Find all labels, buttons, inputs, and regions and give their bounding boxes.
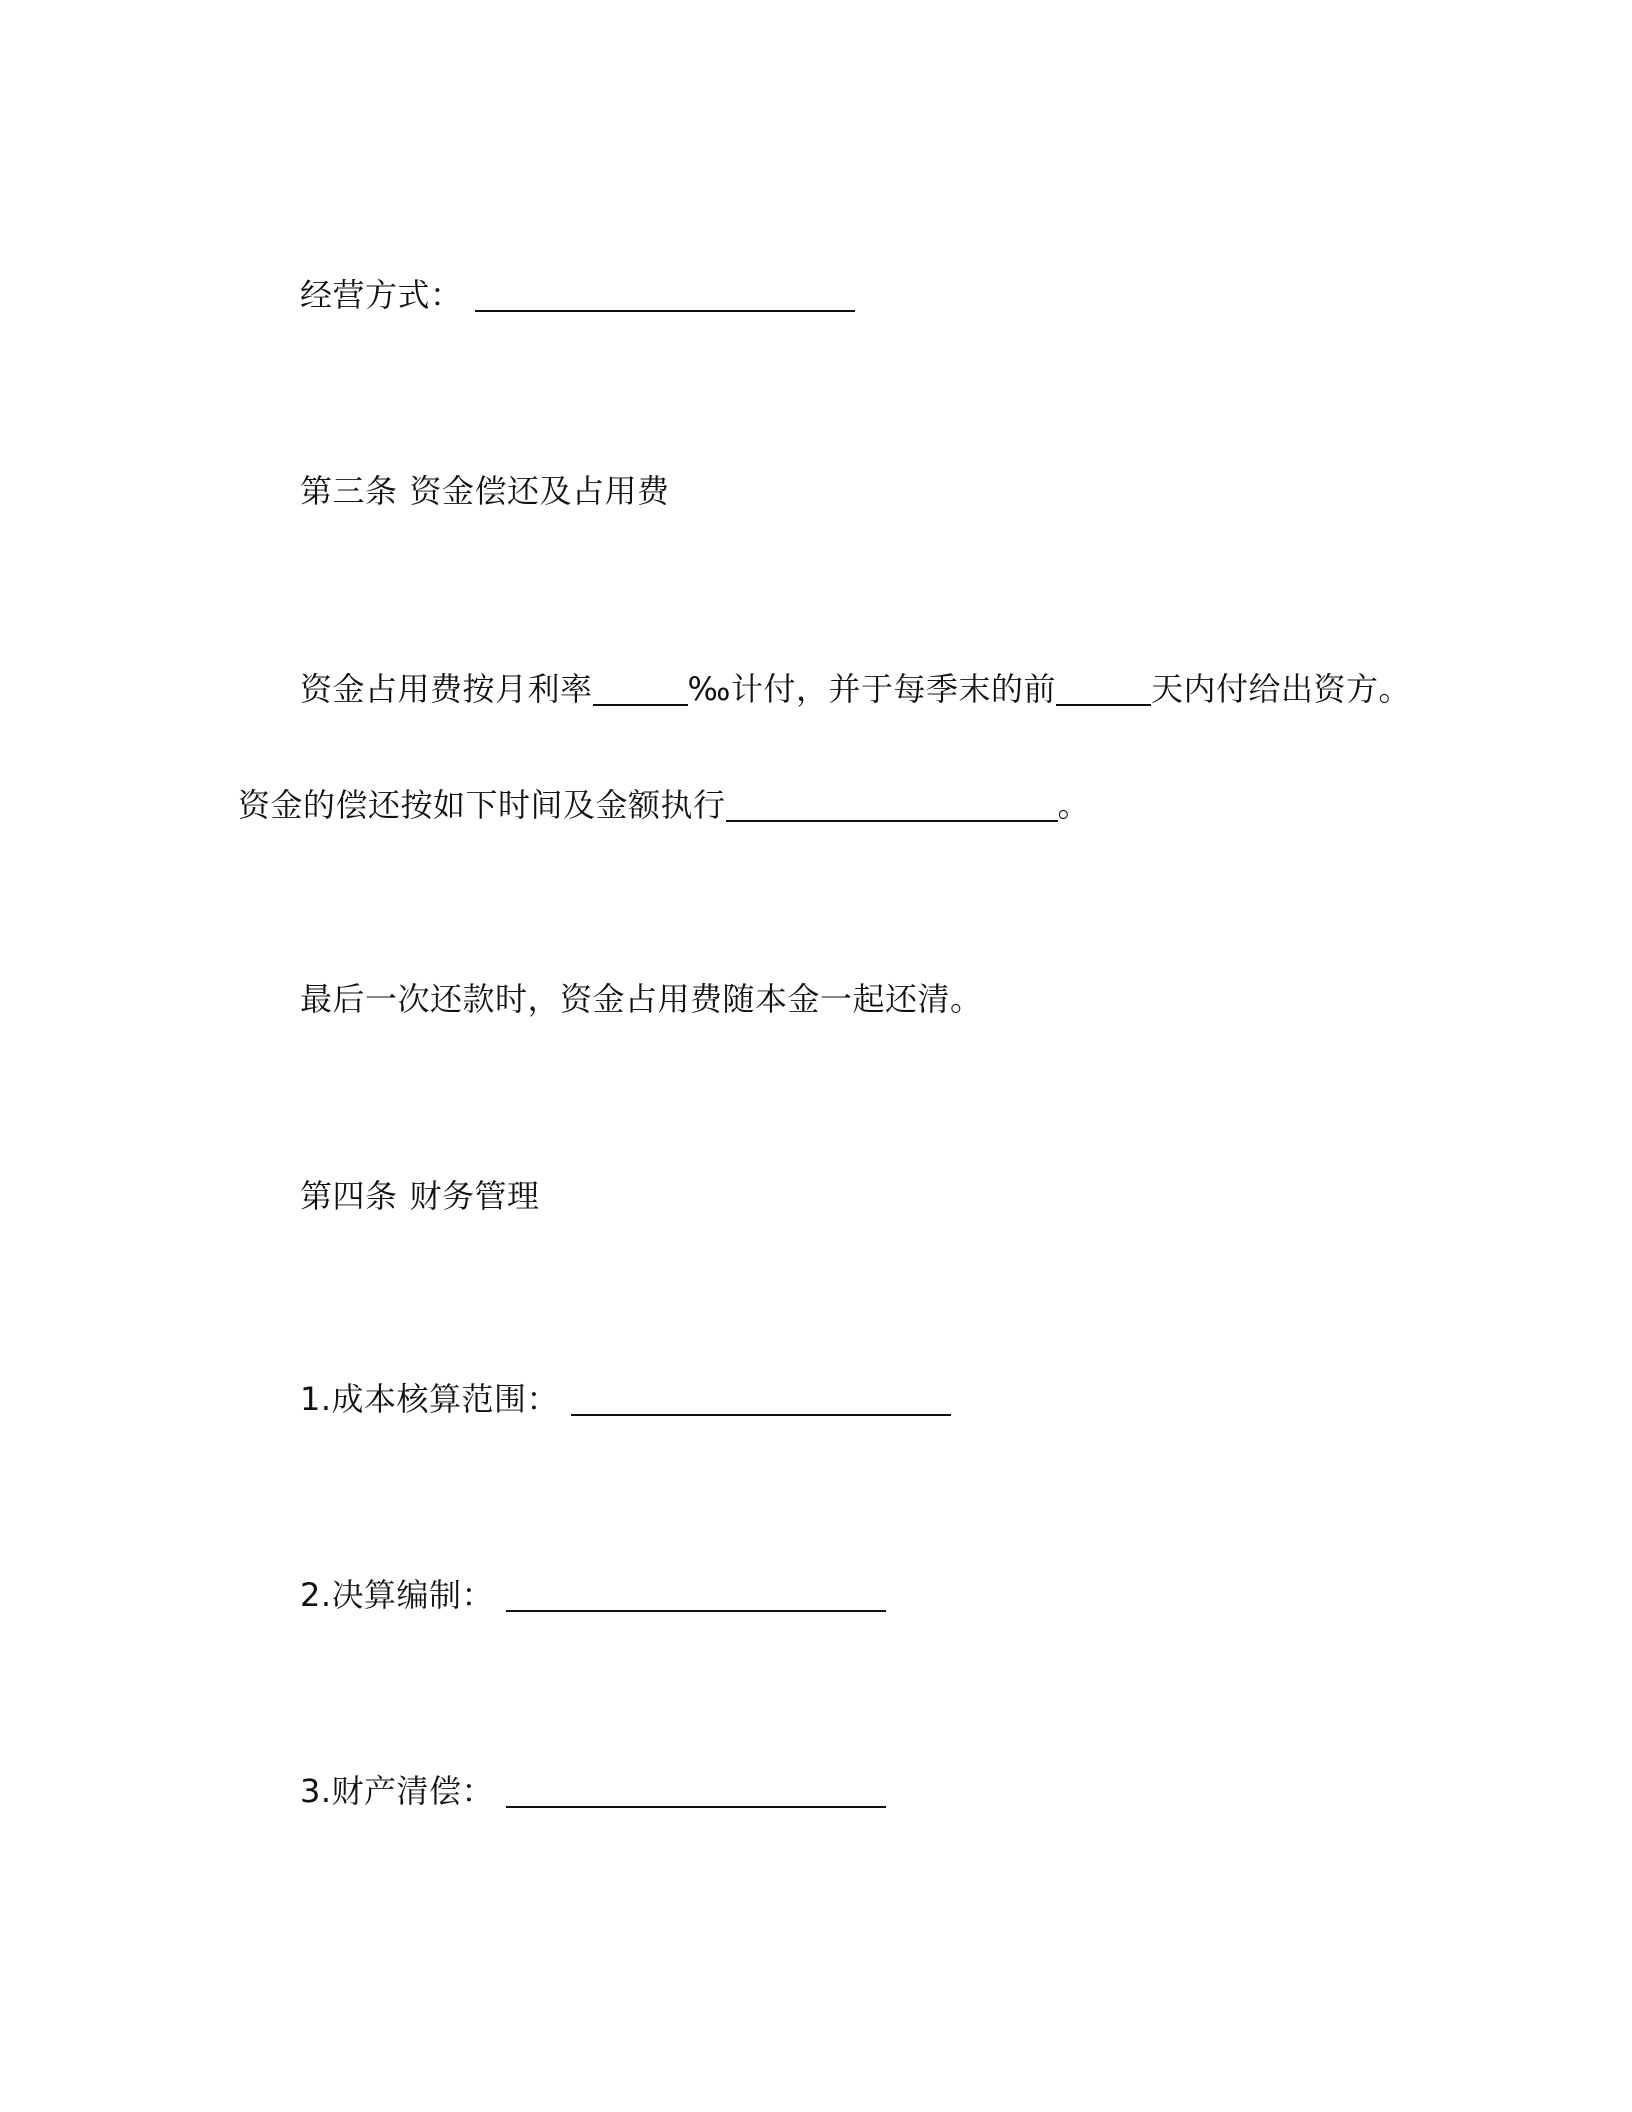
article-3-paragraph-1 bbox=[300, 669, 1411, 709]
article-4-item-1 bbox=[300, 1379, 951, 1419]
repayment-text-b: 。 bbox=[1057, 786, 1091, 824]
article-3-number: 第三条 bbox=[300, 472, 398, 510]
payment-days-blank[interactable] bbox=[1056, 674, 1151, 706]
article-4-title: 财务管理 bbox=[409, 1177, 540, 1215]
article-3-title: 资金偿还及占用费 bbox=[409, 472, 670, 510]
article-4-item-3 bbox=[300, 1771, 886, 1811]
article-3-heading bbox=[300, 471, 670, 511]
article-4-number: 第四条 bbox=[300, 1177, 398, 1215]
final-repayment-text: 最后一次还款时，资金占用费随本金一起还清。 bbox=[300, 980, 983, 1018]
property-settlement-label: 3.财产清偿： bbox=[300, 1772, 495, 1810]
article-4-item-2 bbox=[300, 1575, 886, 1615]
final-accounts-label: 2.决算编制： bbox=[300, 1576, 495, 1614]
final-accounts-blank[interactable] bbox=[506, 1580, 886, 1612]
monthly-rate-blank[interactable] bbox=[593, 674, 688, 706]
article-3-paragraph-2 bbox=[300, 979, 983, 1019]
property-settlement-blank[interactable] bbox=[506, 1776, 886, 1808]
operation-mode-field-row bbox=[300, 275, 855, 315]
fee-text-a: 资金占用费按月利率 bbox=[300, 670, 593, 708]
operation-mode-label: 经营方式： bbox=[300, 276, 463, 314]
cost-accounting-scope-blank[interactable] bbox=[571, 1384, 951, 1416]
repayment-schedule-blank[interactable] bbox=[726, 790, 1058, 822]
fee-text-b: ‰计付，并于每季末的前 bbox=[687, 670, 1056, 708]
repayment-text-a: 资金的偿还按如下时间及金额执行 bbox=[238, 786, 726, 824]
operation-mode-blank[interactable] bbox=[475, 280, 855, 312]
fee-text-c: 天内付给出资方。 bbox=[1150, 670, 1411, 708]
cost-accounting-scope-label: 1.成本核算范围： bbox=[300, 1380, 560, 1418]
article-3-paragraph-1-continuation bbox=[238, 785, 1090, 825]
article-4-heading bbox=[300, 1176, 540, 1216]
